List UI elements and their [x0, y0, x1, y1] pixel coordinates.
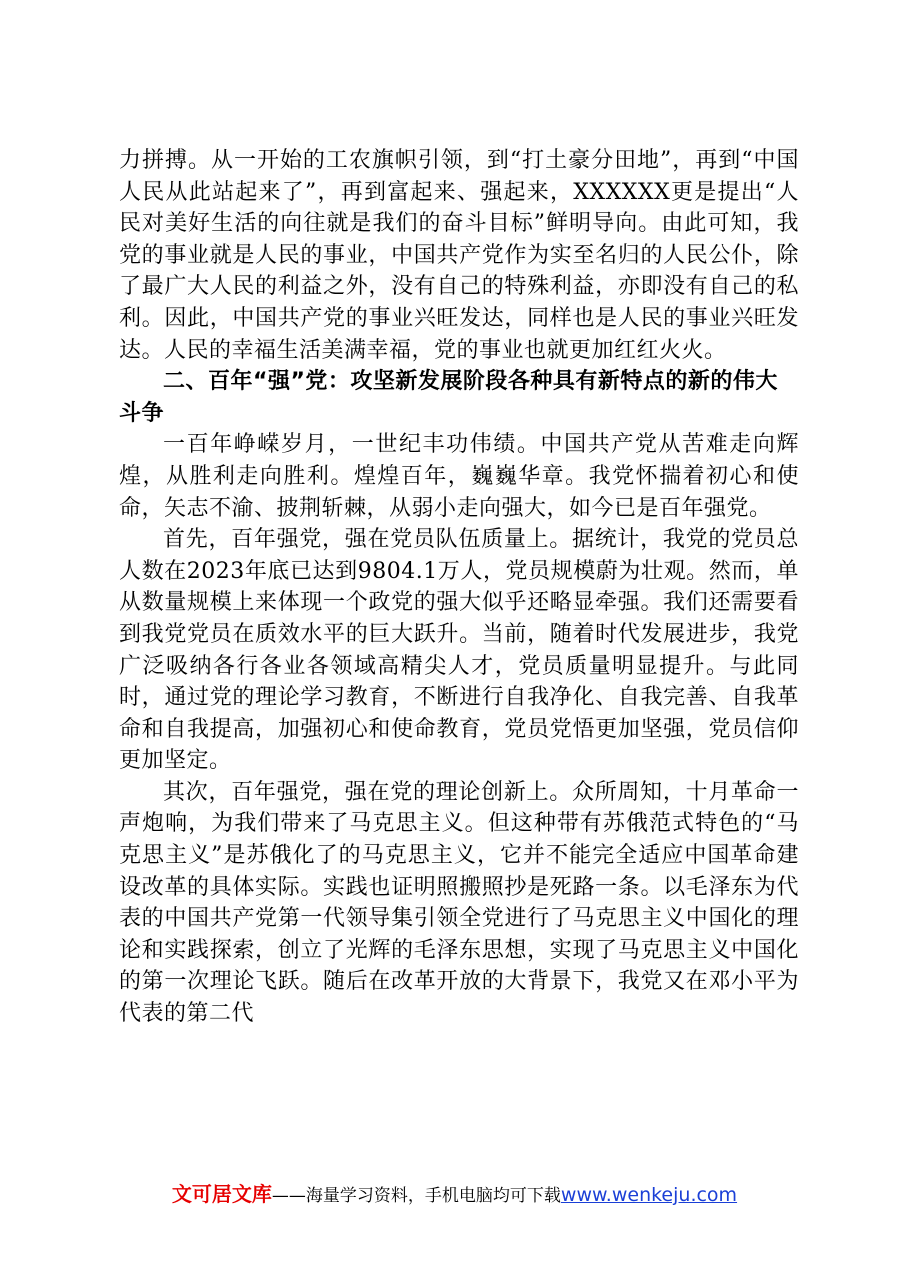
page-footer: [0, 1181, 909, 1209]
paragraph-4: 其次，百年强党，强在党的理论创新上。众所周知，十月革命一声炮响，为我们带来了马克思主义。但这种带有苏俄范式特色的“马克思主义”是苏俄化了的马克思主义，它并不能完全适应中国革命建设改革的具体实际。实践也证明照搬照抄是死路一条。以毛泽东为代表的中国共产党第一代领导集引领全党进行了马克思主义中国化的理论和实践探索，创立了光辉的毛泽东思想，实现了马克思主义中国化的第一次理论飞跃。随后在改革开放的大背景下，我党又在邓小平为代表的第二代: [119, 779, 799, 1027]
footer-link[interactable]: www.wenkeju.com: [560, 1184, 738, 1206]
footer-brand: 文可居文库: [171, 1182, 272, 1206]
paragraph-1: 力拼搏。从一开始的工农旗帜引领，到“打土豪分田地”，再到“中国人民从此站起来了”，再到富起来、强起来，XXXXXX更是提出“人民对美好生活的向往就是我们的奋斗目标”鲜明导向。由此可知，我党的事业就是人民的事业，中国共产党作为实至名归的人民公仆，除了最广大人民的利益之外，没有自己的特殊利益，亦即没有自己的私利。因此，中国共产党的事业兴旺发达，同样也是人民的事业兴旺发达。人民的幸福生活美满幸福，党的事业也就更加红红火火。: [119, 148, 799, 363]
section-heading: 二、百年“强”党：攻坚新发展阶段各种具有新特点的新的伟大斗争: [119, 369, 778, 426]
paragraph-2: 一百年峥嵘岁月，一世纪丰功伟绩。中国共产党从苦难走向辉煌，从胜利走向胜利。煌煌百年，巍巍华章。我党怀揣着初心和使命，矢志不渝、披荆斩棘，从弱小走向强大，如今已是百年强党。: [119, 432, 799, 521]
paragraph-3: 首先，百年强党，强在党员队伍质量上。据统计，我党的党员总人数在2023年底已达到9804.1万人，党员规模蔚为壮观。然而，单从数量规模上来体现一个政党的强大似乎还略显牵强。我们还需要看到我党党员在质效水平的巨大跃升。当前，随着时代发展进步，我党广泛吸纳各行各业各领域高精尖人才，党员质量明显提升。与此同时，通过党的理论学习教育，不断进行自我净化、自我完善、自我革命和自我提高，加强初心和使命教育，党员党悟更加坚强，党员信仰更加坚定。: [119, 527, 799, 774]
footer-slogan: 海量学习资料，手机电脑均可下载: [305, 1186, 561, 1206]
footer-dash: ——: [271, 1186, 306, 1206]
document-body: [119, 145, 799, 1030]
